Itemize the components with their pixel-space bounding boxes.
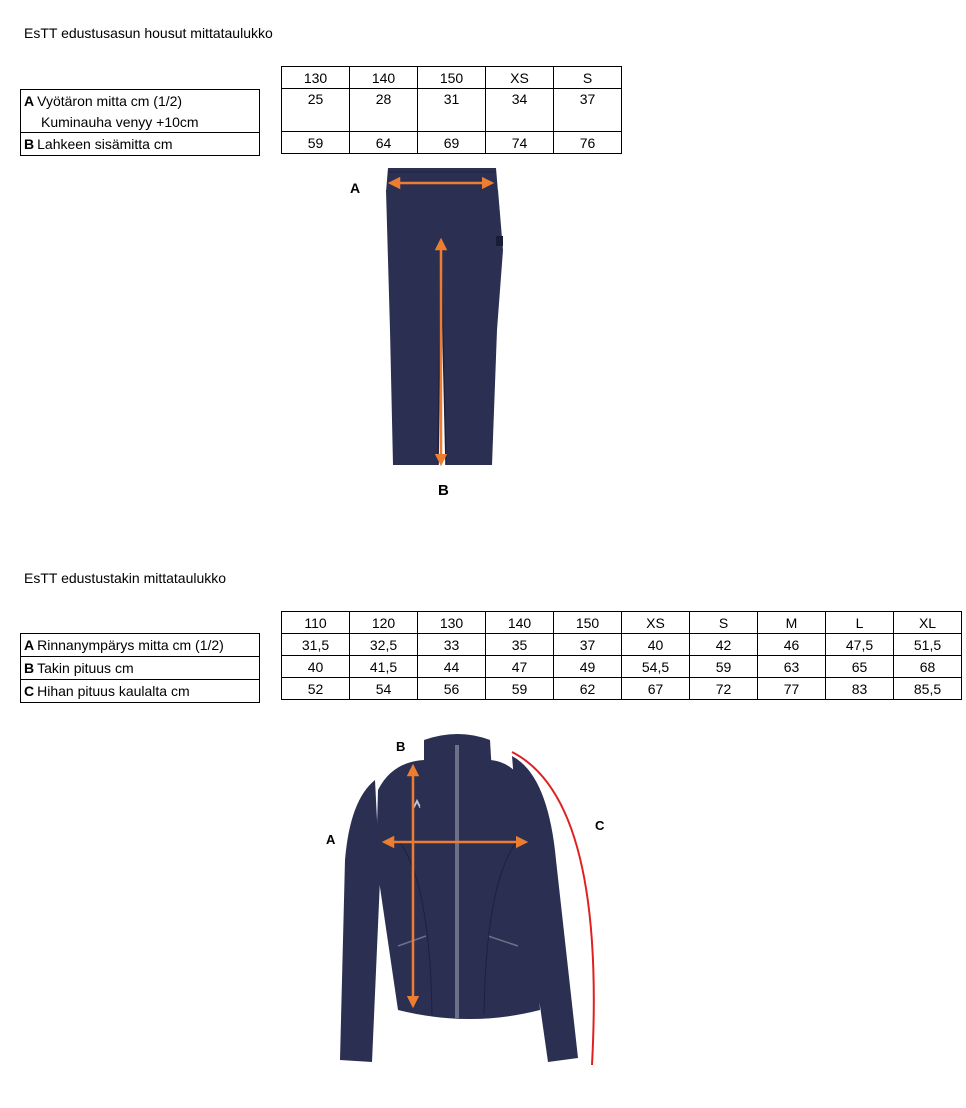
table-cell: 47	[486, 656, 554, 678]
size-header: XS	[486, 67, 554, 89]
row-label: Hihan pituus kaulalta cm	[37, 683, 190, 699]
row-label: Rinnanympärys mitta cm (1/2)	[37, 637, 224, 653]
table-cell: 59	[486, 678, 554, 700]
jacket-illustration	[340, 734, 594, 1065]
table-cell: 31	[418, 89, 486, 132]
table-cell: 31,5	[282, 634, 350, 656]
table-cell: 47,5	[826, 634, 894, 656]
jacket-marker-b: B	[396, 739, 406, 754]
size-header: L	[826, 612, 894, 634]
table-cell: 33	[418, 634, 486, 656]
table-row	[282, 656, 962, 678]
row-letter: A	[24, 637, 35, 653]
table-cell: 54	[350, 678, 418, 700]
row-label: Takin pituus cm	[37, 660, 134, 676]
size-header: 150	[554, 612, 622, 634]
size-header: 120	[350, 612, 418, 634]
pants-table-title: EsTT edustusasun housut mittataulukko	[24, 25, 273, 41]
table-cell: 41,5	[350, 656, 418, 678]
table-cell: 51,5	[894, 634, 962, 656]
table-cell: 64	[350, 132, 418, 154]
jacket-row-b-label	[21, 657, 259, 680]
table-cell: 67	[622, 678, 690, 700]
jacket-row-labels	[20, 633, 260, 703]
table-cell: 32,5	[350, 634, 418, 656]
table-cell: 54,5	[622, 656, 690, 678]
row-letter: B	[24, 136, 35, 152]
table-cell: 85,5	[894, 678, 962, 700]
size-header: 130	[282, 67, 350, 89]
table-cell: 37	[554, 89, 622, 132]
size-header: XL	[894, 612, 962, 634]
pants-marker-a: A	[350, 180, 361, 196]
size-header: 130	[418, 612, 486, 634]
size-header: M	[758, 612, 826, 634]
size-header: 140	[486, 612, 554, 634]
row-letter: A	[24, 93, 35, 109]
jacket-marker-a: A	[326, 832, 336, 847]
table-cell: 77	[758, 678, 826, 700]
table-cell: 42	[690, 634, 758, 656]
table-cell: 62	[554, 678, 622, 700]
table-cell: 65	[826, 656, 894, 678]
row-letter: B	[24, 660, 35, 676]
table-cell: 44	[418, 656, 486, 678]
size-header: S	[554, 67, 622, 89]
table-cell: 35	[486, 634, 554, 656]
table-cell: 56	[418, 678, 486, 700]
size-header-row	[282, 612, 962, 634]
size-header: S	[690, 612, 758, 634]
jacket-row-a-label	[21, 634, 259, 657]
table-cell: 68	[894, 656, 962, 678]
size-header: 150	[418, 67, 486, 89]
table-cell: 40	[622, 634, 690, 656]
jacket-left-sleeve	[340, 780, 380, 1062]
size-header: 140	[350, 67, 418, 89]
table-cell: 69	[418, 132, 486, 154]
size-header: 110	[282, 612, 350, 634]
table-cell: 72	[690, 678, 758, 700]
table-cell: 76	[554, 132, 622, 154]
table-cell: 59	[282, 132, 350, 154]
jacket-table-title: EsTT edustustakin mittataulukko	[24, 570, 227, 586]
row-sublabel: Kuminauha venyy +10cm	[41, 114, 199, 130]
table-cell: 83	[826, 678, 894, 700]
table-cell: 28	[350, 89, 418, 132]
table-cell: 49	[554, 656, 622, 678]
table-cell: 46	[758, 634, 826, 656]
pants-marker-b: B	[438, 482, 449, 499]
table-cell: 63	[758, 656, 826, 678]
jacket-size-table	[281, 611, 962, 700]
table-cell: 37	[554, 634, 622, 656]
table-cell: 40	[282, 656, 350, 678]
size-header: XS	[622, 612, 690, 634]
table-cell: 25	[282, 89, 350, 132]
jacket-marker-c: C	[595, 818, 605, 833]
jacket-row-c-label	[21, 680, 259, 703]
table-row	[282, 678, 962, 700]
table-cell: 59	[690, 656, 758, 678]
table-cell: 52	[282, 678, 350, 700]
table-cell: 34	[486, 89, 554, 132]
row-label: Lahkeen sisämitta cm	[37, 136, 173, 152]
row-label: Vyötäron mitta cm (1/2)	[37, 93, 183, 109]
table-cell: 74	[486, 132, 554, 154]
row-letter: C	[24, 683, 35, 699]
table-row	[282, 634, 962, 656]
